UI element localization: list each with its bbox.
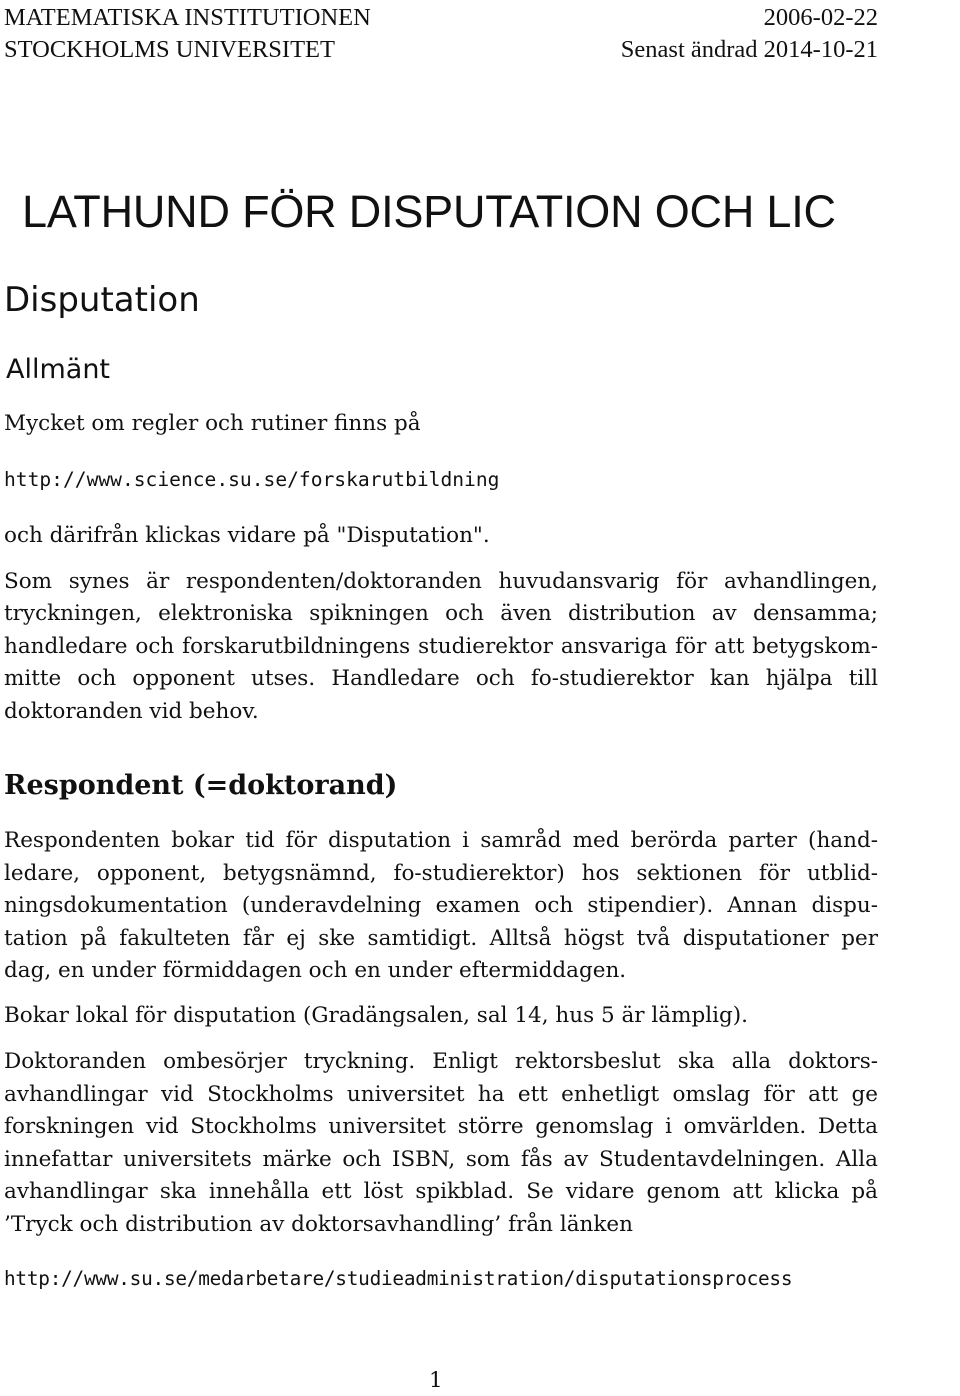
paragraph-line: Doktoranden ombesörjer tryckning. Enligt rektorsbeslut ska alla doktors- — [4, 1049, 878, 1074]
page-number: 1 — [429, 1368, 443, 1393]
header-row-2 — [4, 34, 878, 66]
paragraph-line: avhandlingar ska innehålla ett löst spikblad. Se vidare genom att klicka på — [4, 1179, 878, 1205]
disputation-process-url-link[interactable]: http://www.su.se/medarbetare/studieadministration/disputationsprocess — [4, 1267, 793, 1290]
document-title: LATHUND FÖR DISPUTATION OCH LIC — [22, 186, 836, 237]
paragraph-line: dag, en under förmiddagen och en under eftermiddagen. — [4, 958, 627, 984]
respondent-paragraph-2: Bokar lokal för disputation (Gradängsalen, sal 14, hus 5 är lämplig). — [4, 1003, 748, 1028]
subsection-heading-general: Allmänt — [6, 354, 111, 385]
paragraph-line: Respondenten bokar tid för disputation i samråd med berörda parter (hand- — [4, 828, 878, 853]
paragraph-line: ledare, opponent, betygsnämnd, fo-studierektor) hos sektionen för utblid- — [4, 860, 878, 886]
paragraph-line: tation på fakulteten får ej ske samtidigt. Alltså högst två disputationer per — [4, 925, 878, 951]
science-url-link[interactable]: http://www.science.su.se/forskarutbildning — [4, 468, 500, 491]
paragraph-line: forskningen vid Stockholms universitet större genomslag i omvärlden. Detta — [4, 1114, 878, 1140]
general-intro: Mycket om regler och rutiner finns på — [4, 411, 421, 436]
university-name: STOCKHOLMS UNIVERSITET — [4, 36, 335, 63]
general-paragraph — [4, 566, 878, 728]
paragraph-line: ningsdokumentation (underavdelning examen och stipendier). Annan dispu- — [4, 893, 878, 919]
section-heading-disputation: Disputation — [4, 280, 200, 320]
respondent-paragraph-1 — [4, 825, 878, 988]
paragraph-line: tryckningen, elektroniska spikningen och även distribution av densamma; — [4, 601, 878, 627]
page-header — [4, 2, 878, 66]
general-continue: och därifrån klickas vidare på "Disputation". — [4, 523, 490, 548]
last-modified: Senast ändrad 2014-10-21 — [620, 36, 878, 63]
paragraph-line: handledare och forskarutbildningens studierektor ansvariga för att betygskom- — [4, 633, 878, 659]
document-date: 2006-02-22 — [763, 4, 878, 31]
paragraph-line: innefattar universitets märke och ISBN, som fås av Studentavdelningen. Alla — [4, 1146, 878, 1172]
paragraph-line: Som synes är respondenten/doktoranden huvudansvarig för avhandlingen, — [4, 569, 878, 594]
paragraph-line: mitte och opponent utses. Handledare och fo-studierektor kan hjälpa till — [4, 666, 878, 692]
paragraph-line: avhandlingar vid Stockholms universitet ha ett enhetligt omslag för att ge — [4, 1081, 878, 1107]
header-row-1 — [4, 2, 878, 34]
paragraph-line: doktoranden vid behov. — [4, 698, 259, 724]
paragraph-line: ’Tryck och distribution av doktorsavhandling’ från länken — [4, 1211, 633, 1237]
respondent-paragraph-3 — [4, 1046, 878, 1242]
institution-name: MATEMATISKA INSTITUTIONEN — [4, 4, 371, 31]
section-heading-respondent: Respondent (=doktorand) — [4, 770, 398, 801]
